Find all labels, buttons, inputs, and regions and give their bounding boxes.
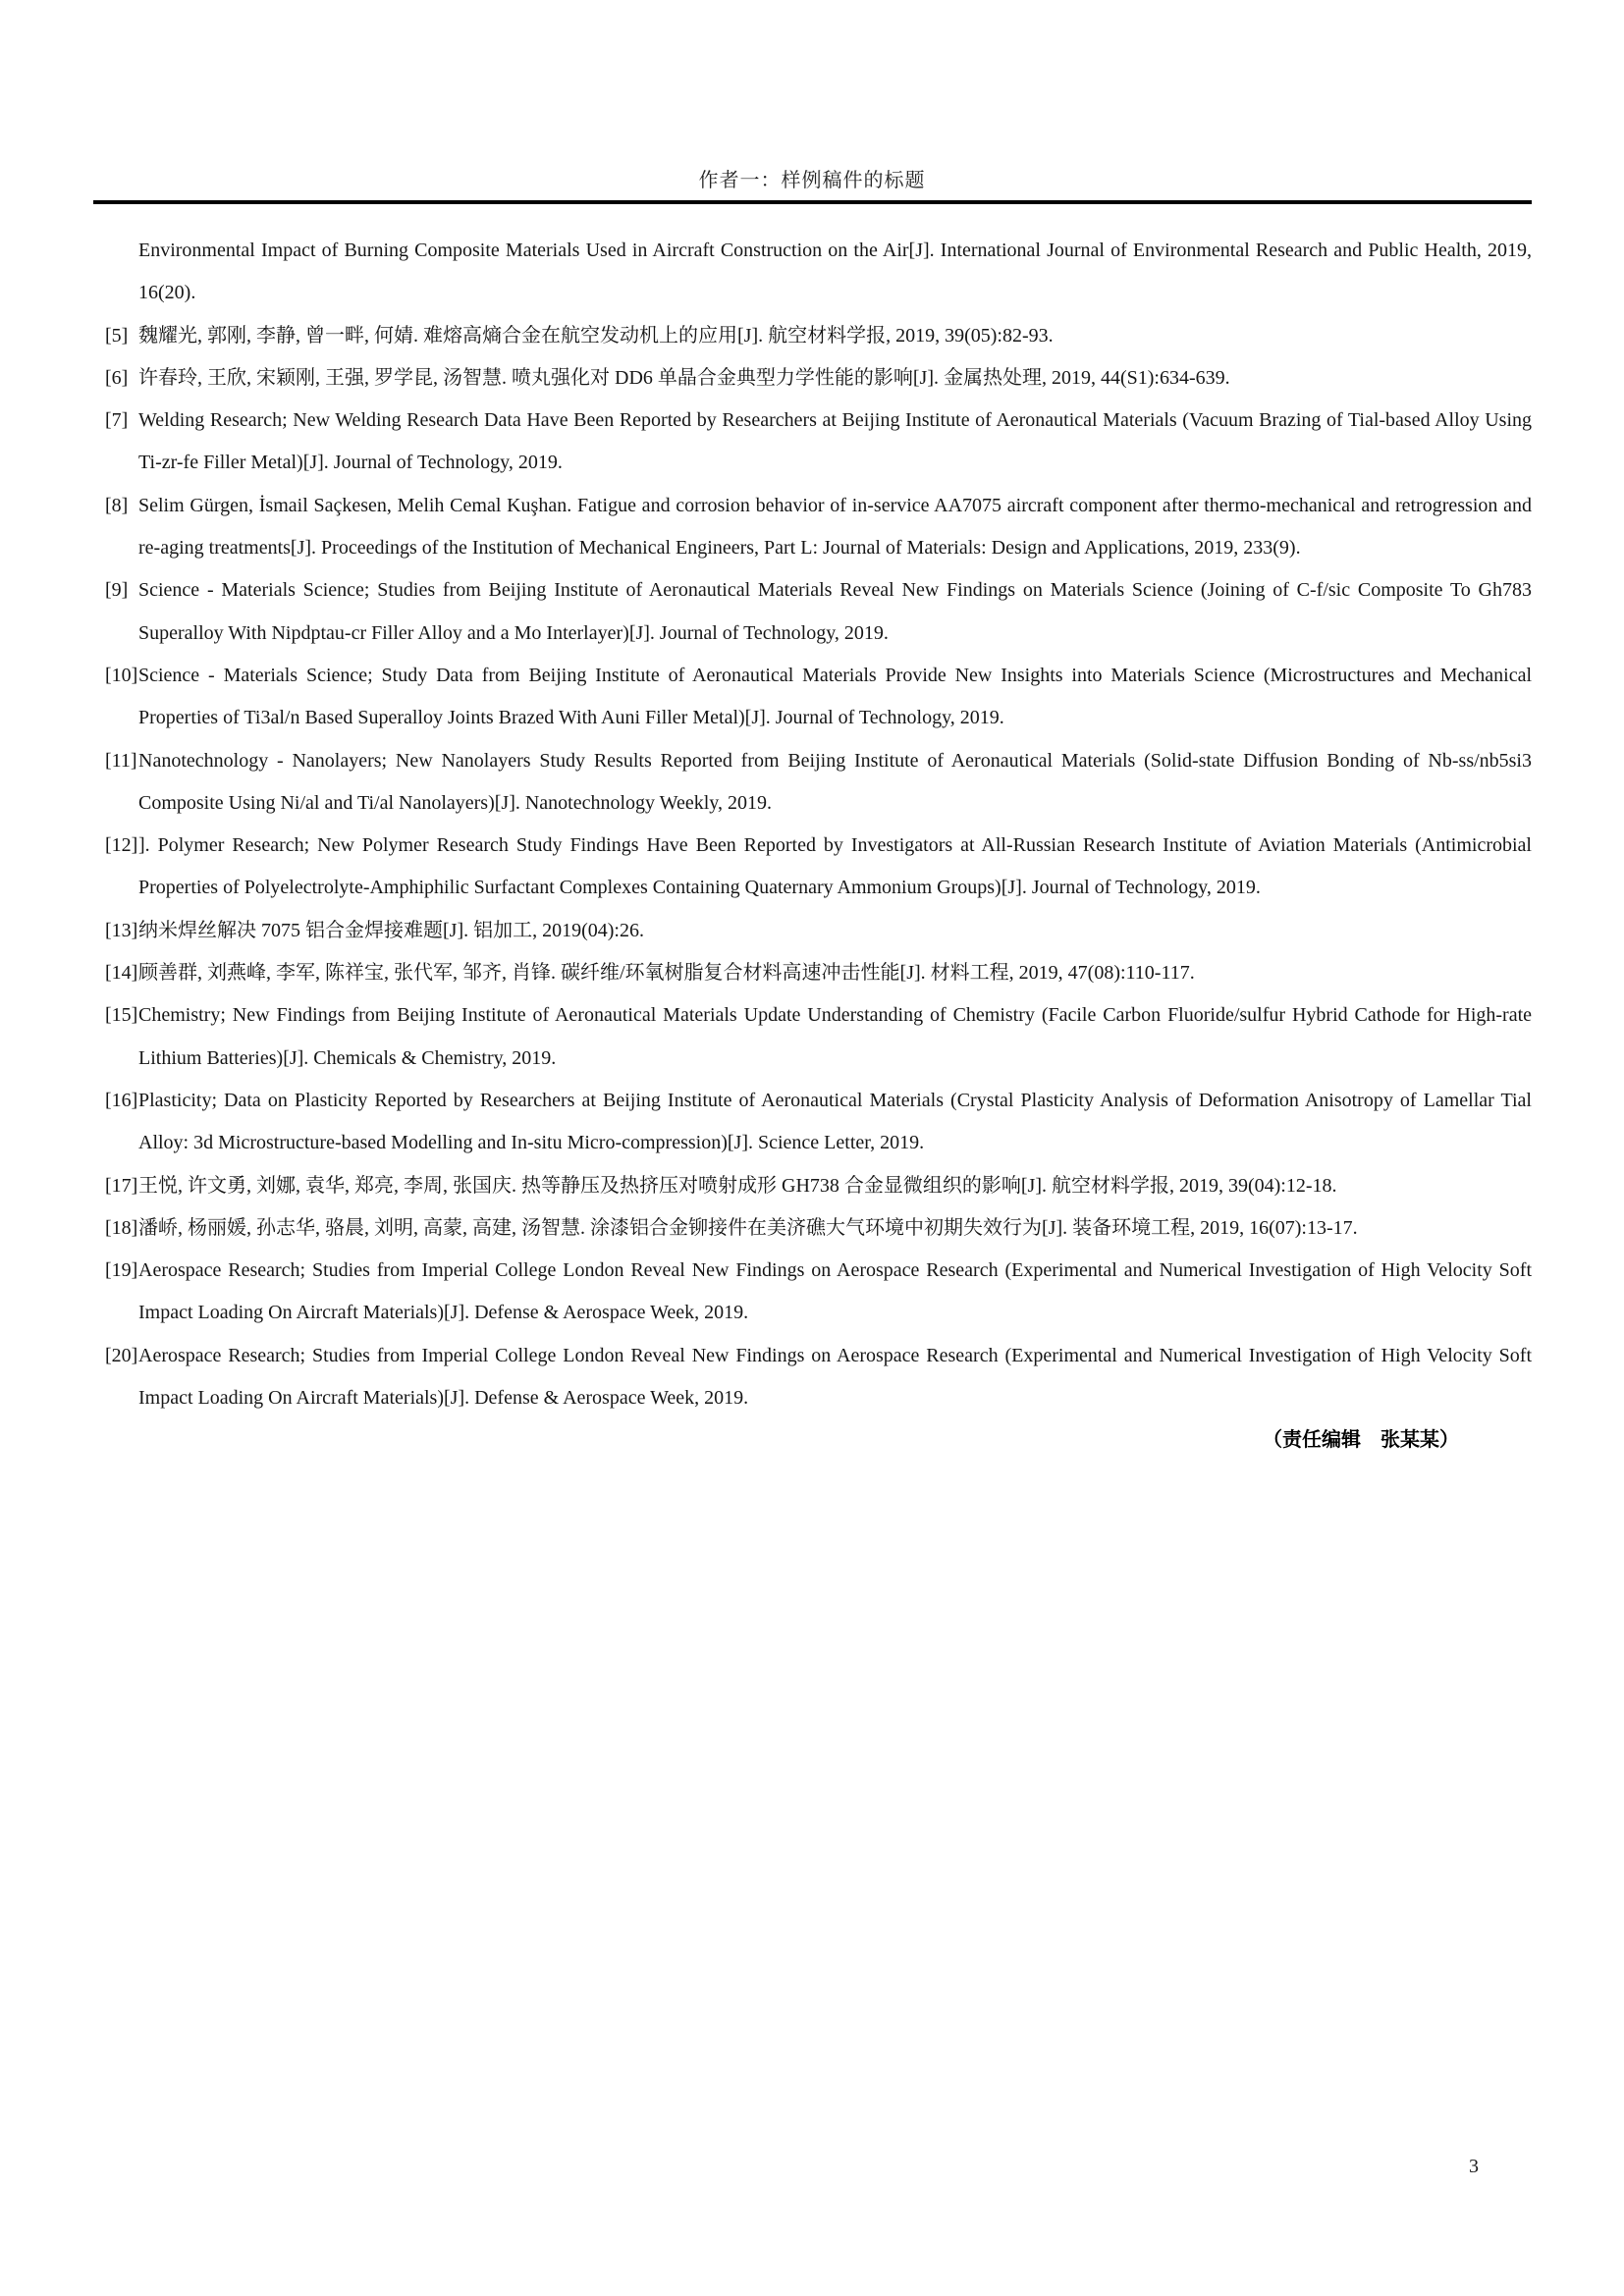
reference-item [105, 315, 1532, 357]
reference-text: 许春玲, 王欣, 宋颖刚, 王强, 罗学昆, 汤智慧. 喷丸强化对 DD6 单晶合金典型力学性能的影响[J]. 金属热处理, 2019, 44(S1):634-639. [138, 366, 1230, 389]
reference-number: [5] [105, 324, 129, 347]
reference-item [105, 569, 1532, 655]
reference-text: Selim Gürgen, İsmail Saçkesen, Melih Cemal Kuşhan. Fatigue and corrosion behavior of in-service AA7075 aircraft component after thermo-mechanical and retrogression and re-aging treatments[J]. Proceedings of the Institution of Mechanical Engineers, Part L: Journal of Materials: Design and Applications, 2019, 233(9). [138, 494, 1532, 560]
reference-number: [7] [105, 409, 129, 432]
reference-number: [17] [105, 1174, 138, 1197]
reference-text: Plasticity; Data on Plasticity Reported by Researchers at Beijing Institute of Aeronautical Materials (Crystal Plasticity Analysis of Deformation Anisotropy of Lamellar Tial Alloy: 3d Microstructure-based Modelling and In-situ Micro-compression)[J]. Science Letter, 2019. [138, 1089, 1532, 1154]
reference-text: Chemistry; New Findings from Beijing Institute of Aeronautical Materials Update Understanding of Chemistry (Facile Carbon Fluoride/sulfur Hybrid Cathode for High-rate Lithium Batteries)[J]. Chemicals & Chemistry, 2019. [138, 1004, 1532, 1069]
reference-item [105, 952, 1532, 994]
reference-text: Nanotechnology - Nanolayers; New Nanolayers Study Results Reported from Beijing Institute of Aeronautical Materials (Solid-state Diffusion Bonding of Nb-ss/nb5si3 Composite Using Ni/al and Ti/al Nanolayers)[J]. Nanotechnology Weekly, 2019. [138, 749, 1532, 814]
reference-number: [12] [105, 834, 138, 857]
reference-item [105, 1335, 1532, 1420]
reference-number: [8] [105, 494, 129, 516]
reference-number: [11] [105, 749, 137, 772]
reference-text: 纳米焊丝解决 7075 铝合金焊接难题[J]. 铝加工, 2019(04):26. [138, 919, 644, 941]
reference-text: 王悦, 许文勇, 刘娜, 袁华, 郑亮, 李周, 张国庆. 热等静压及热挤压对喷射成形 GH738 合金显微组织的影响[J]. 航空材料学报, 2019, 39(04):12-18. [138, 1174, 1337, 1197]
reference-number: [16] [105, 1089, 138, 1111]
reference-item [105, 1207, 1532, 1250]
reference-text: 魏耀光, 郭刚, 李静, 曾一畔, 何婧. 难熔高熵合金在航空发动机上的应用[J]. 航空材料学报, 2019, 39(05):82-93. [138, 324, 1054, 347]
reference-item [105, 400, 1532, 485]
reference-number: [18] [105, 1216, 138, 1239]
reference-number: [20] [105, 1344, 138, 1366]
reference-number: [19] [105, 1259, 138, 1282]
reference-text: Science - Materials Science; Studies from Beijing Institute of Aeronautical Materials Reveal New Findings on Materials Science (Joining of C-f/sic Composite To Gh783 Superalloy With Nipdptau-cr Filler Alloy and a Mo Interlayer)[J]. Journal of Technology, 2019. [138, 579, 1532, 644]
reference-number: [13] [105, 919, 138, 941]
reference-item [105, 910, 1532, 952]
reference-number: [6] [105, 366, 129, 389]
reference-item [105, 357, 1532, 400]
reference-text: Welding Research; New Welding Research Data Have Been Reported by Researchers at Beijing Institute of Aeronautical Materials (Vacuum Brazing of Tial-based Alloy Using Ti-zr-fe Filler Metal)[J]. Journal of Technology, 2019. [138, 409, 1532, 474]
reference-number: [10] [105, 664, 138, 686]
header-rule [93, 200, 1532, 204]
reference-text: 顾善群, 刘燕峰, 李军, 陈祥宝, 张代军, 邹齐, 肖锋. 碳纤维/环氧树脂复合材料高速冲击性能[J]. 材料工程, 2019, 47(08):110-117. [138, 962, 1195, 985]
reference-text: 潘峤, 杨丽媛, 孙志华, 骆晨, 刘明, 高蒙, 高建, 汤智慧. 涂漆铝合金铆接件在美济礁大气环境中初期失效行为[J]. 装备环境工程, 2019, 16(07):13-17. [138, 1216, 1358, 1239]
reference-text: ]. Polymer Research; New Polymer Research Study Findings Have Been Reported by Investigators at All-Russian Research Institute of Aviation Materials (Antimicrobial Properties of Polyelectrolyte-Amphiphilic Surfactant Complexes Containing Quaternary Ammonium Groups)[J]. Journal of Technology, 2019. [138, 834, 1532, 899]
reference-text: Science - Materials Science; Study Data from Beijing Institute of Aeronautical Materials Provide New Insights into Materials Science (Microstructures and Mechanical Properties of Ti3al/n Based Superalloy Joints Brazed With Auni Filler Metal)[J]. Journal of Technology, 2019. [138, 664, 1532, 729]
editor-note: （责任编辑 张某某） [1263, 1429, 1459, 1452]
reference-number: [15] [105, 1004, 138, 1027]
running-header-title: 作者一：样例稿件的标题 [698, 170, 926, 191]
reference-item [105, 740, 1532, 826]
references-section [105, 230, 1532, 1463]
page-number: 3 [1469, 2156, 1479, 2177]
reference-item [105, 994, 1532, 1080]
reference-item [105, 485, 1532, 570]
reference-number: [14] [105, 962, 138, 985]
reference-item [105, 1080, 1532, 1165]
reference-item [105, 1165, 1532, 1207]
reference-text: Aerospace Research; Studies from Imperial College London Reveal New Findings on Aerospace Research (Experimental and Numerical Investigation of High Velocity Soft Impact Loading On Aircraft Materials)[J]. Defense & Aerospace Week, 2019. [138, 1344, 1532, 1410]
reference-continuation-paragraph: Environmental Impact of Burning Composite Materials Used in Aircraft Construction on the Air[J]. International Journal of Environmental Research and Public Health, 2019, 16(20). [138, 240, 1532, 304]
reference-text: Aerospace Research; Studies from Imperial College London Reveal New Findings on Aerospace Research (Experimental and Numerical Investigation of High Velocity Soft Impact Loading On Aircraft Materials)[J]. Defense & Aerospace Week, 2019. [138, 1259, 1532, 1324]
reference-number: [9] [105, 579, 129, 602]
reference-item [105, 655, 1532, 740]
reference-item [105, 1250, 1532, 1335]
reference-list [105, 315, 1532, 1420]
reference-item [105, 825, 1532, 910]
